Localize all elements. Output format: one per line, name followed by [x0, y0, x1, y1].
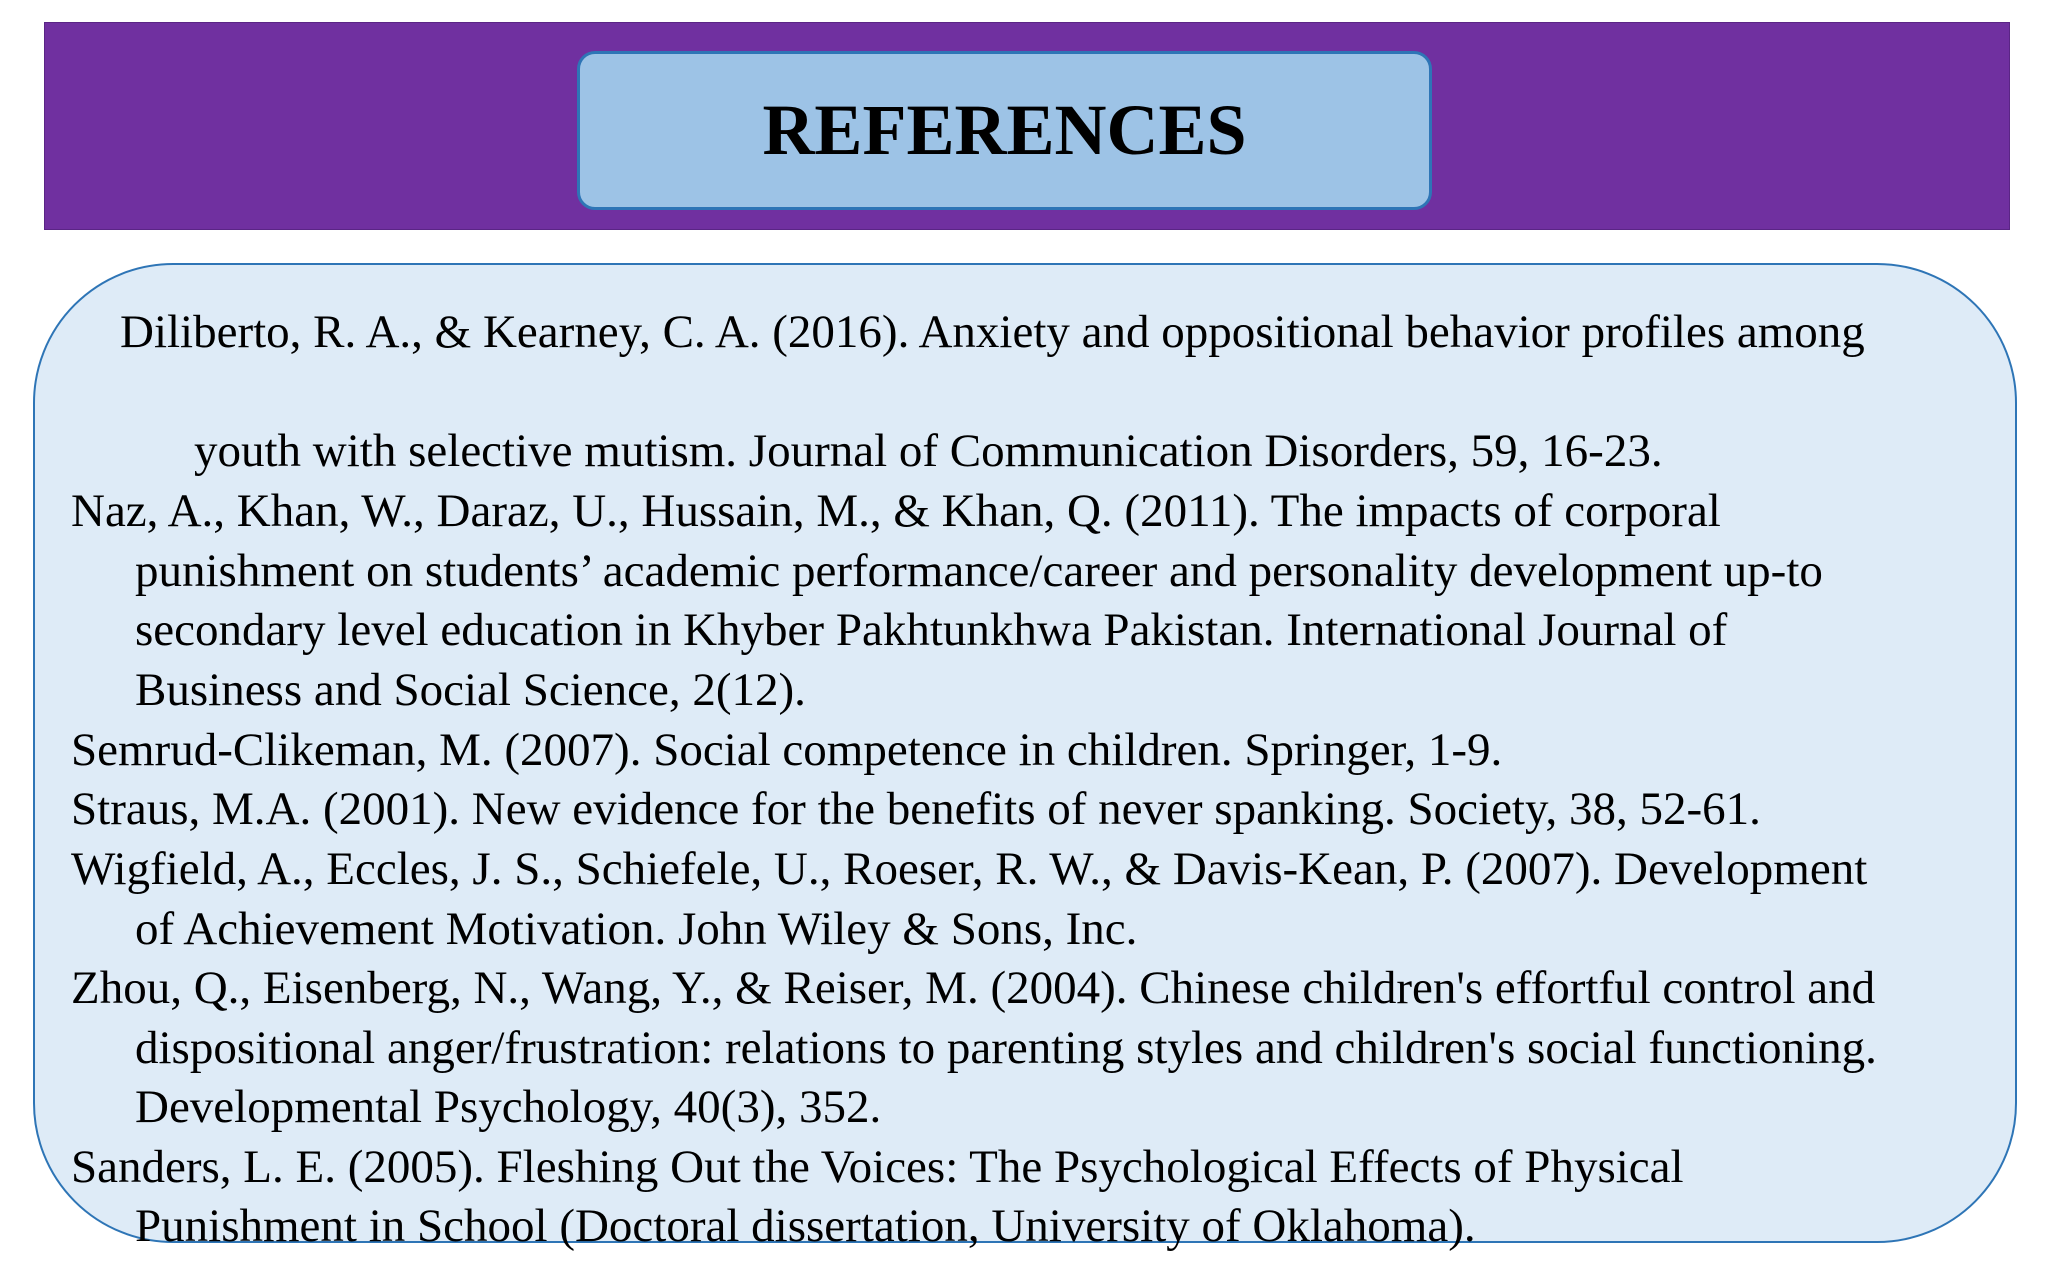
reference-1-line-1: Diliberto, R. A., & Kearney, C. A. (2016). Anxiety and oppositional behavior profiles among [120, 306, 1865, 358]
reference-7-line-2: Punishment in School (Doctoral dissertation, University of Oklahoma). [135, 1200, 1476, 1252]
reference-4-line-1: Straus, M.A. (2001). New evidence for the benefits of never spanking. Society, 38, 52-61. [71, 783, 1761, 835]
title-box [577, 51, 1432, 210]
reference-2-line-4: Business and Social Science, 2(12). [135, 664, 806, 716]
page-title: REFERENCES [762, 90, 1247, 170]
reference-3-line-1: Semrud-Clikeman, M. (2007). Social competence in children. Springer, 1-9. [71, 724, 1503, 776]
reference-2-line-1: Naz, A., Khan, W., Daraz, U., Hussain, M., & Khan, Q. (2011). The impacts of corporal [71, 485, 1721, 537]
reference-7-line-1: Sanders, L. E. (2005). Fleshing Out the Voices: The Psychological Effects of Physical [71, 1141, 1684, 1193]
reference-2-line-3: secondary level education in Khyber Pakhtunkhwa Pakistan. International Journal of [135, 604, 1728, 656]
reference-6-line-2: dispositional anger/frustration: relations to parenting styles and children's social functioning. [135, 1022, 1877, 1074]
reference-5-line-2: of Achievement Motivation. John Wiley & Sons, Inc. [135, 903, 1138, 955]
reference-5-line-1: Wigfield, A., Eccles, J. S., Schiefele, U., Roeser, R. W., & Davis-Kean, P. (2007). Development [71, 843, 1868, 895]
reference-6-line-1: Zhou, Q., Eisenberg, N., Wang, Y., & Reiser, M. (2004). Chinese children's effortful control and [71, 962, 1876, 1014]
reference-6-line-3: Developmental Psychology, 40(3), 352. [135, 1081, 882, 1133]
reference-2-line-2: punishment on students’ academic performance/career and personality development up-to [135, 545, 1823, 597]
references-panel [33, 263, 2017, 1243]
reference-1-line-2: youth with selective mutism. Journal of Communication Disorders, 59, 16-23. [194, 425, 1663, 477]
